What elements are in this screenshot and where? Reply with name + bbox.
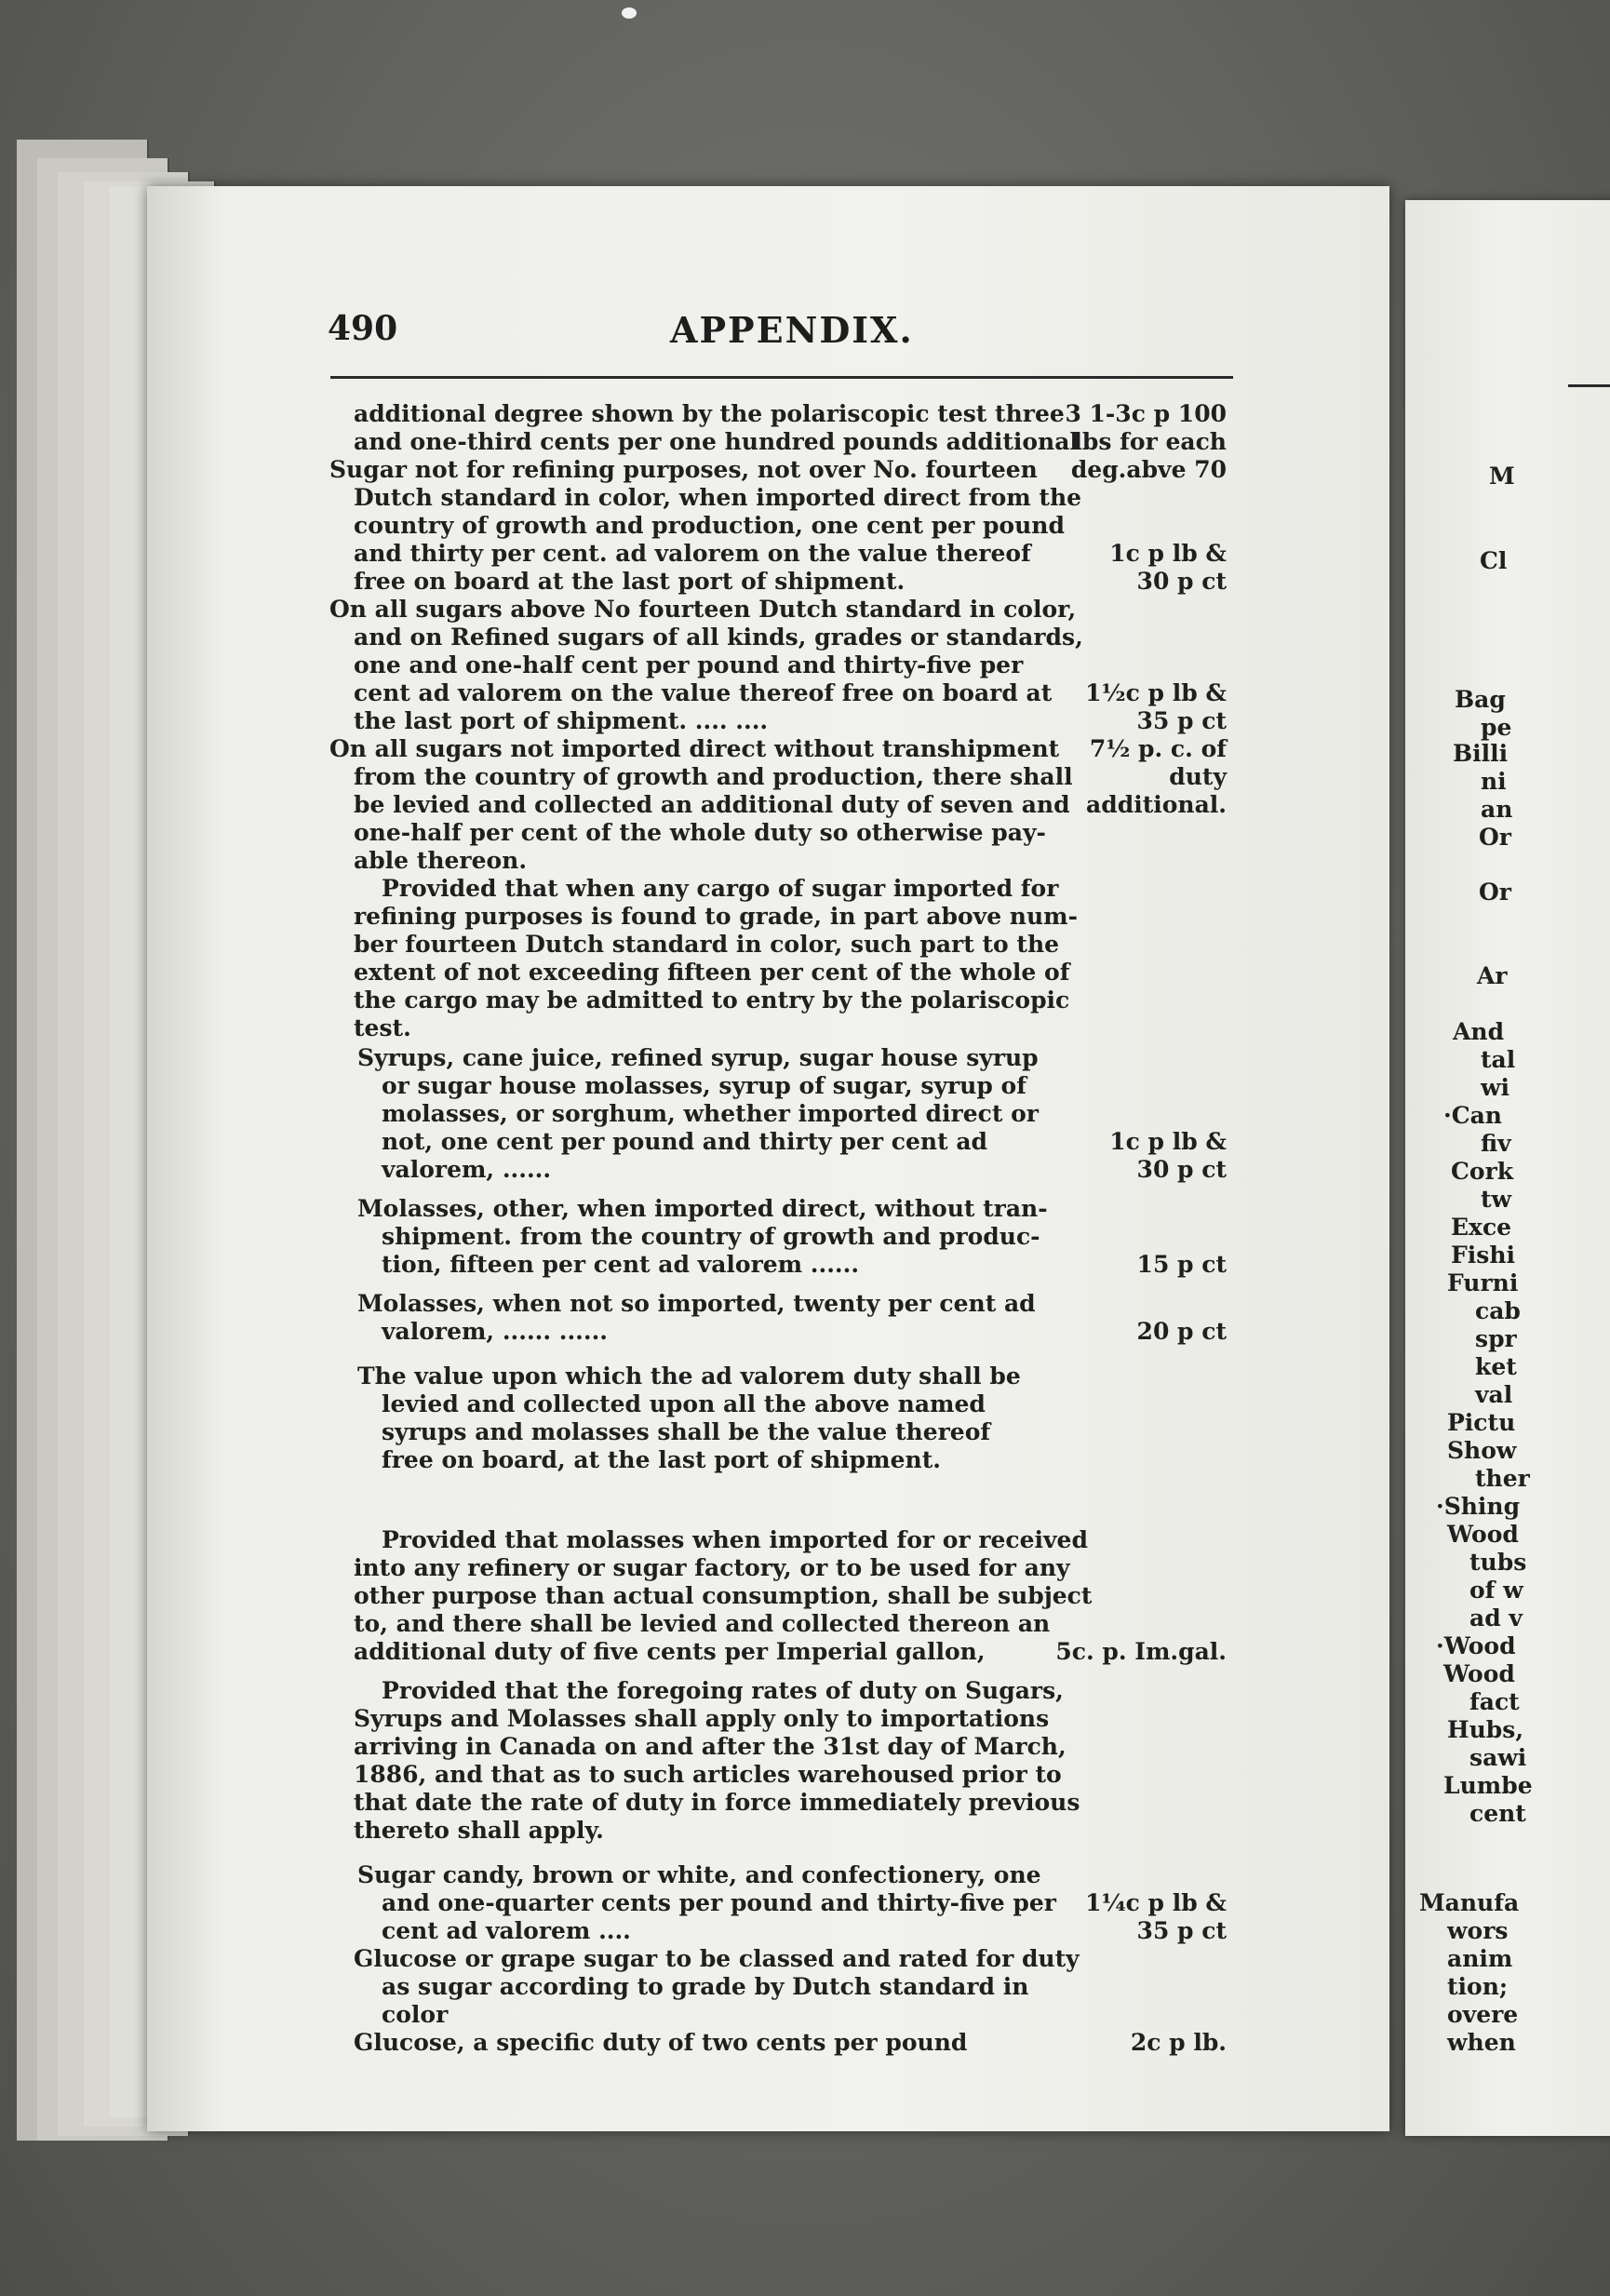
text-line: free on board, at the last port of shipment. — [382, 1446, 941, 1473]
text-line: arriving in Canada on and after the 31st day of March, — [354, 1733, 1067, 1760]
text-line: shipment. from the country of growth and produc- — [382, 1223, 1040, 1250]
right-page-line: Cl — [1480, 547, 1508, 574]
right-page-line: ni — [1481, 768, 1507, 795]
right-page-line: fiv — [1481, 1130, 1511, 1157]
text-line: other purpose than actual consumption, shall be subject — [354, 1582, 1093, 1609]
text-line: be levied and collected an additional duty of seven and — [354, 791, 1070, 818]
right-page-line: val — [1475, 1381, 1513, 1408]
text-line: one-half per cent of the whole duty so otherwise pay- — [354, 819, 1046, 846]
right-page-line: ket — [1475, 1353, 1517, 1380]
text-line: Provided that molasses when imported for or received — [382, 1526, 1088, 1553]
text-line: Syrups and Molasses shall apply only to importations — [354, 1705, 1050, 1732]
right-page-line: tion; — [1447, 1973, 1509, 2000]
text-line: able thereon. — [354, 847, 528, 874]
right-page-line: Manufa — [1419, 1889, 1520, 1916]
text-line: 1886, and that as to such articles warehoused prior to — [354, 1761, 1062, 1788]
right-page-line: ·Shing — [1436, 1493, 1521, 1520]
right-page-line: Fishi — [1451, 1242, 1515, 1269]
text-line: Provided that when any cargo of sugar imported for — [382, 875, 1059, 902]
right-page-line: ·Can — [1443, 1102, 1502, 1129]
text-line: tion, fifteen per cent ad valorem ...... — [382, 1251, 860, 1278]
right-page-line: spr — [1475, 1325, 1517, 1352]
text-line: thereto shall apply. — [354, 1817, 604, 1844]
duty-rate: 2c p lb. — [1130, 2029, 1227, 2056]
right-page-line: ·Wood — [1436, 1632, 1516, 1659]
text-line: Syrups, cane juice, refined syrup, sugar house syrup — [357, 1044, 1039, 1071]
right-page-line: tw — [1481, 1186, 1512, 1213]
right-page-line: of w — [1469, 1577, 1523, 1604]
duty-rate: 7½ p. c. of — [1089, 735, 1227, 762]
right-page-line: cab — [1475, 1297, 1521, 1324]
right-page-line: M — [1489, 463, 1515, 490]
right-page-line: wi — [1481, 1074, 1510, 1101]
text-line: not, one cent per pound and thirty per cent ad — [382, 1128, 988, 1155]
text-line: ber fourteen Dutch standard in color, such part to the — [354, 931, 1060, 958]
text-line: Glucose, a specific duty of two cents per pound — [354, 2029, 968, 2056]
text-line: the cargo may be admitted to entry by the polariscopic — [354, 987, 1070, 1014]
text-line: into any refinery or sugar factory, or to be used for any — [354, 1554, 1070, 1581]
text-line: and thirty per cent. ad valorem on the value thereof — [354, 540, 1031, 567]
text-line: molasses, or sorghum, whether imported direct or — [382, 1100, 1039, 1127]
right-page-line: Ar — [1477, 962, 1508, 989]
duty-rate: 1¼c p lb & — [1085, 1889, 1227, 1916]
duty-rate: 35 p ct — [1136, 1917, 1227, 1944]
text-line: test. — [354, 1014, 411, 1041]
scan-artifact-dot — [622, 7, 637, 19]
duty-rate: 3 1-3c p 100 — [1065, 400, 1227, 427]
right-page-line: Hubs, — [1447, 1716, 1524, 1743]
right-page-line: Cork — [1451, 1158, 1514, 1185]
text-line: additional degree shown by the polariscopic test three — [354, 400, 1065, 427]
right-page-line: ther — [1475, 1465, 1530, 1492]
text-line: free on board at the last port of shipment. — [354, 568, 906, 595]
text-line: to, and there shall be levied and collected thereon an — [354, 1610, 1051, 1637]
duty-rate: 1½c p lb & — [1085, 679, 1227, 706]
text-line: from the country of growth and production, there shall — [354, 763, 1073, 790]
right-page-line: cent — [1469, 1800, 1526, 1827]
text-line: On all sugars above No fourteen Dutch standard in color, — [329, 596, 1077, 623]
text-line: one and one-half cent per pound and thirty-five per — [354, 651, 1024, 678]
text-line: cent ad valorem .... — [382, 1917, 631, 1944]
right-page-line: And — [1453, 1018, 1505, 1045]
duty-rate: additional. — [1086, 791, 1227, 818]
text-line: the last port of shipment. .... .... — [354, 707, 769, 734]
right-page-line: tubs — [1469, 1549, 1527, 1576]
text-line: additional duty of five cents per Imperial gallon, — [354, 1638, 986, 1665]
text-line: Molasses, when not so imported, twenty per cent ad — [357, 1290, 1036, 1317]
right-page-line: Billi — [1453, 740, 1509, 767]
duty-rate: 1c p lb & — [1109, 1128, 1227, 1155]
text-line: Provided that the foregoing rates of duty on Sugars, — [382, 1677, 1064, 1704]
right-page-line: when — [1447, 2029, 1516, 2056]
right-page-line: Pictu — [1447, 1409, 1516, 1436]
right-page-line: sawi — [1469, 1744, 1527, 1771]
duty-rate: 5c. p. Im.gal. — [1055, 1638, 1227, 1665]
text-line: valorem, ...... — [382, 1156, 552, 1183]
header-rule — [330, 376, 1233, 379]
right-page-line: overe — [1447, 2001, 1519, 2028]
text-line: or sugar house molasses, syrup of sugar, syrup of — [382, 1072, 1026, 1099]
right-page-line: Or — [1479, 824, 1511, 851]
text-line: valorem, ...... ...... — [382, 1318, 608, 1345]
text-line: levied and collected upon all the above named — [382, 1390, 986, 1417]
text-line: The value upon which the ad valorem duty shall be — [357, 1363, 1021, 1390]
right-page-line: wors — [1447, 1917, 1509, 1944]
text-line: Dutch standard in color, when imported direct from the — [354, 484, 1082, 511]
right-page-line: pe — [1481, 714, 1512, 741]
text-line: country of growth and production, one cent per pound — [354, 512, 1065, 539]
right-page-line: Wood — [1447, 1521, 1519, 1548]
right-page-line: Wood — [1443, 1660, 1515, 1687]
text-line: color — [382, 2001, 449, 2028]
text-line: and one-third cents per one hundred pounds additional — [354, 428, 1079, 455]
right-page-line: Or — [1479, 879, 1511, 906]
text-line: Glucose or grape sugar to be classed and rated for duty — [354, 1945, 1080, 1972]
text-line: that date the rate of duty in force immediately previous — [354, 1789, 1080, 1816]
text-line: as sugar according to grade by Dutch standard in — [382, 1973, 1029, 2000]
text-line: syrups and molasses shall be the value thereof — [382, 1418, 991, 1445]
text-line: Sugar not for refining purposes, not over No. fourteen — [329, 456, 1038, 483]
right-page-line: Bag — [1455, 686, 1506, 713]
text-line: extent of not exceeding fifteen per cent of the whole of — [354, 959, 1070, 986]
right-page-line: Lumbe — [1443, 1772, 1533, 1799]
text-line: cent ad valorem on the value thereof free on board at — [354, 679, 1053, 706]
right-page-line: Exce — [1451, 1214, 1512, 1241]
right-page-line: Furni — [1447, 1269, 1519, 1296]
text-line: and on Refined sugars of all kinds, grades or standards, — [354, 624, 1083, 651]
duty-rate: 20 p ct — [1136, 1318, 1227, 1345]
right-page-header-rule — [1568, 384, 1610, 387]
right-page-line: anim — [1447, 1945, 1513, 1972]
duty-rate: 35 p ct — [1136, 707, 1227, 734]
duty-rate: lbs for each — [1073, 428, 1227, 455]
right-page — [1405, 200, 1610, 2136]
duty-rate: 1c p lb & — [1109, 540, 1227, 567]
text-line: On all sugars not imported direct without transhipment — [329, 735, 1060, 762]
page-number: 490 — [328, 309, 398, 348]
text-line: and one-quarter cents per pound and thirty-five per — [382, 1889, 1056, 1916]
duty-rate: 30 p ct — [1136, 568, 1227, 595]
right-page-line: tal — [1481, 1046, 1516, 1073]
page-title: APPENDIX. — [670, 309, 914, 351]
right-page-line: fact — [1469, 1688, 1520, 1715]
right-page-line: an — [1481, 796, 1513, 823]
right-page-line: Show — [1447, 1437, 1517, 1464]
text-line: Sugar candy, brown or white, and confectionery, one — [357, 1861, 1041, 1888]
duty-rate: 15 p ct — [1136, 1251, 1227, 1278]
duty-rate: 30 p ct — [1136, 1156, 1227, 1183]
text-line: Molasses, other, when imported direct, without tran- — [357, 1195, 1048, 1222]
duty-rate: deg.abve 70 — [1070, 456, 1227, 483]
duty-rate: duty — [1169, 763, 1227, 790]
right-page-line: ad v — [1469, 1605, 1523, 1631]
text-line: refining purposes is found to grade, in part above num- — [354, 903, 1078, 930]
